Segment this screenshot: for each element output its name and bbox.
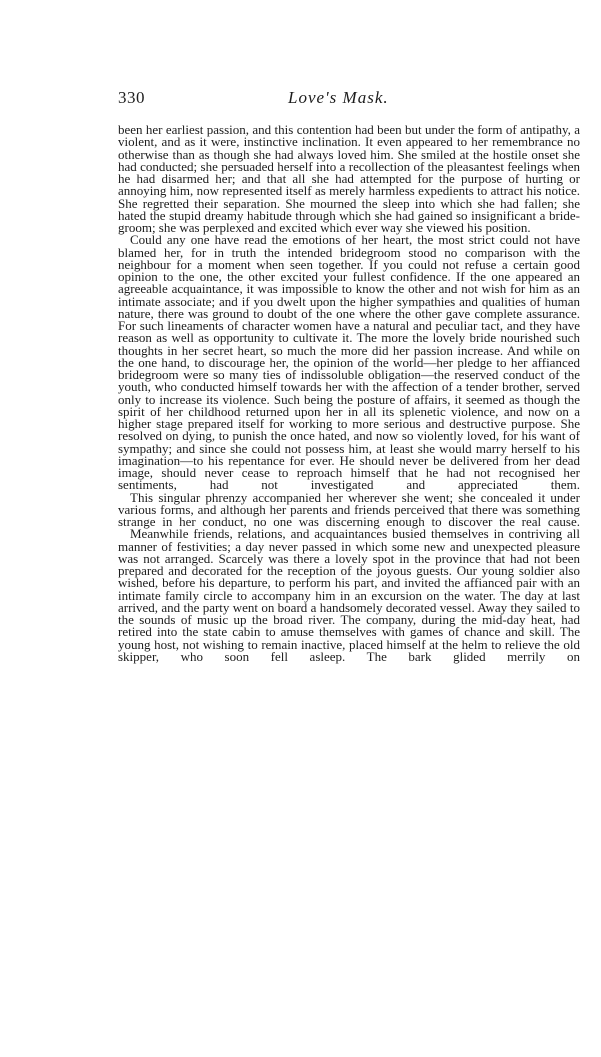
- paragraph-continuation: been her earliest passion, and this contention had been but under the form of antipathy, a violent, and as it were, instinctive inclination. It even appeared to her remembrance no otherwise than as though she had always loved him. She smiled at the hostile onset she had conducted; she persuaded herself into a recollection of the pleasantest feelings when he had disarmed her; and that all she had attempted for the purpose of hurting or annoying him, now represented itself as merely harmless expedients to attract his notice. She regretted their separation. She mourned the sleep into which she had fallen; she hated the stupid dreamy habitude through which she had gained so insignificant a bride-groom; she was perplexed and excited which ever way she viewed his position.: [118, 122, 580, 235]
- page-number: 330: [118, 88, 145, 107]
- paragraph-meanwhile: Meanwhile friends, relations, and acquaintances busied themselves in contriving all manner of festivities; a day never passed in which some new and unexpected pleasure was not arranged. Scarcely was there a lovely spot in the province that had not been prepared and decorated for the reception of the joyous guests. Our young soldier also wished, before his departure, to perform his part, and invited the affianced pair with an intimate family circle to accompany him in an excursion on the water. The day at last arrived, and the party went on board a handsomely decorated vessel. Away they sailed to the sounds of music up the broad river. The company, during the mid-day heat, had retired into the state cabin to amuse themselves with games of chance and skill. The young host, not wishing to remain inactive, placed himself at the helm to relieve the old skipper, who soon fell asleep. The bark glided merrily on: [118, 526, 580, 664]
- paragraph-could-any-one: Could any one have read the emotions of her heart, the most strict could not have blamed her, for in truth the intended bridegroom stood no comparison with the neighbour for a moment when seen together. If you could not refuse a certain good opinion to the one, the other excited your fullest confidence. If the one appeared an agreeable acquaintance, it was impossible to know the other and not wish for him as an intimate associate; and if you dwelt upon the higher sympathies and qualities of human nature, there was ground to doubt of the one where the other gave complete assurance. For such lineaments of character women have a natural and peculiar tact, and they have reason as well as opportunity to cultivate it. The more the lovely bride nourished such thoughts in her secret heart, so much the more did her passion increase. And while on the one hand, to discourage her, the opinion of the world—her pledge to her affianced bridegroom were so many ties of indissoluble obligation—the reserved conduct of the youth, who conducted himself towards her with the affection of a tender brother, served only to increase its violence. Such being the posture of affairs, it seemed as though the spirit of her childhood returned upon her in all its splenetic violence, and now on a higher stage prepared itself for working to more serious and destructive purpose. She resolved on dying, to punish the once hated, and now so violently loved, for his want of sympathy; and since she could not possess him, at least she would marry herself to his imagination—to his repentance for ever. He should never be delivered from her dead image, should never cease to reproach himself that he had not recognised her sentiments, had not investigated and appreciated them.: [118, 232, 580, 493]
- running-title: Love's Mask.: [288, 88, 389, 107]
- body-text: [118, 124, 580, 663]
- page-header: [118, 88, 580, 110]
- paragraph-singular-phrenzy: This singular phrenzy accompanied her wherever she went; she concealed it under various forms, and although her parents and friends perceived that there was something strange in her conduct, no one was discerning enough to discover the real cause.: [118, 489, 580, 529]
